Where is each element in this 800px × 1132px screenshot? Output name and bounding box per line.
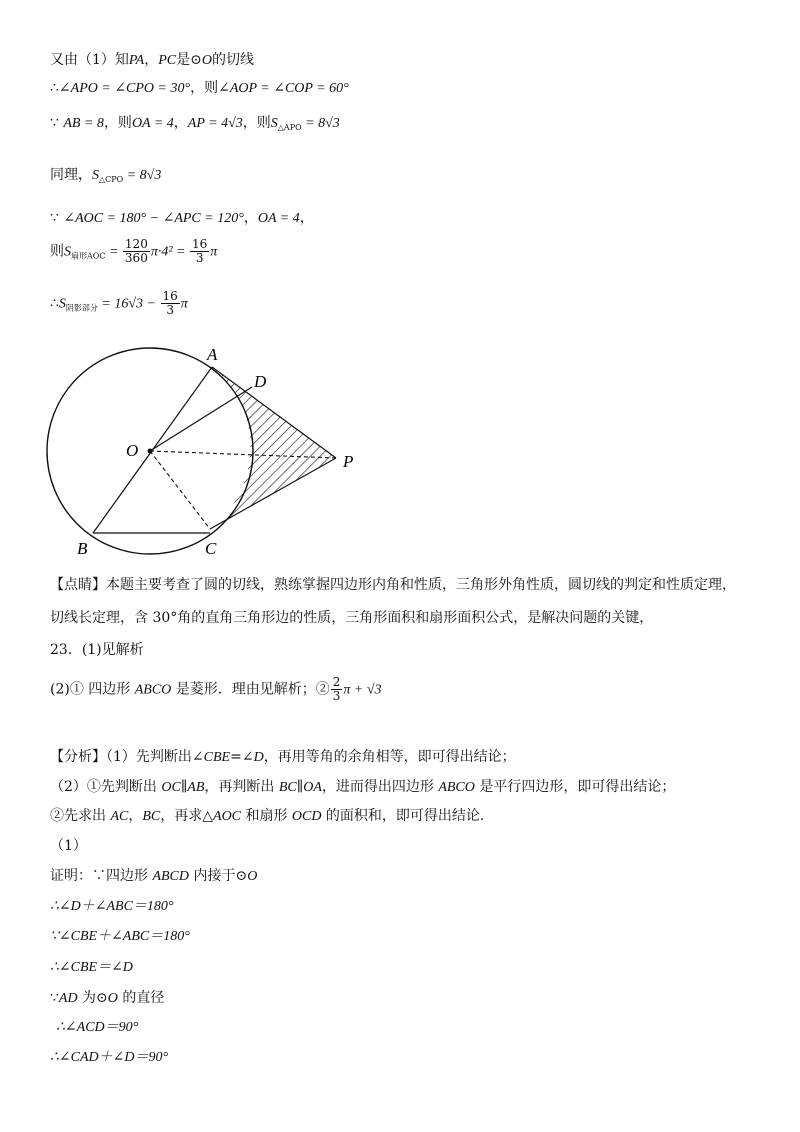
q23-part1-answer: 23．(1)见解析 [50,642,144,658]
proof-line-5: ∵AD 为⊙O 的直径 [50,990,165,1006]
q23-part2-answer: (2)① 四边形 ABCO 是菱形．理由见解析；② $\frac{2}{3}$ π + √3 [50,675,382,703]
label-c: C [205,539,217,558]
proof-line-6: ∴∠ACD＝90° [56,1020,139,1035]
analysis-line-3: ②先求出 AC，BC，再求△AOC 和扇形 OCD 的面积和，即可得出结论． [50,808,494,824]
line-shaded-area: $\therefore S_{阴影部分} = 16√3$ − $\frac{16}{3}$ π [50,289,188,317]
label-o: O [126,441,139,460]
line-angles-30: ∴∠APO = ∠CPO = 30°，则∠AOP = ∠COP = 60° [50,80,349,96]
proof-line-2: ∴∠D＋∠ABC＝180° [50,899,174,914]
shaded-region [210,367,336,529]
line-sector-area: 则$S_{扇形AOC}$ = $\frac{120}{360}$ π·4² = $\frac{16}{3}$ π [50,237,218,265]
label-p: P [343,452,354,471]
section-1-heading: （1） [50,838,87,854]
label-d: D [254,372,267,391]
comment-line-1: 【点睛】本题主要考查了圆的切线，熟练掌握四边形内角和性质，三角形外角性质，圆切线的判定和性质定理， [50,577,736,593]
proof-line-7: ∴∠CAD＋∠D＝90° [50,1050,169,1065]
line-tangent-intro: 又由（1）知PA，PC是⊙O的切线 [50,52,254,68]
segment-od [150,387,252,451]
analysis-line-2: （2）①先判断出 OC∥AB，再判断出 BC∥OA，进而得出四边形 ABCO 是平行四边形，即可得出结论； [50,779,676,795]
comment-line-2: 切线长定理，含 30°角的直角三角形边的性质，三角形面积和扇形面积公式，是解决问题的关键， [50,610,654,626]
proof-line-1: 证明：∵四边形 ABCD 内接于⊙O [50,868,258,884]
proof-line-4: ∴∠CBE＝∠D [50,960,133,975]
line-angle-aoc: ∵ ∠AOC = 180° − ∠APC = 120°，OA = 4， [50,210,314,226]
line-lengths: ∵ AB = 8，则OA = 4，AP = 4√3，则$S_{\triangle APO} = 8√3$ [50,115,340,132]
segment-oc [150,451,210,529]
analysis-line-1: 【分析】（1）先判断出∠CBE=∠D，再用等角的余角相等，即可得出结论； [50,749,516,765]
geometry-figure [40,340,370,560]
label-a: A [207,345,218,364]
label-b: B [77,539,88,558]
center-dot [148,449,153,454]
proof-line-3: ∵∠CBE＋∠ABC＝180° [50,929,190,944]
line-similarly: 同理，$S_{\triangle CPO} = 8√3$ [50,167,162,184]
